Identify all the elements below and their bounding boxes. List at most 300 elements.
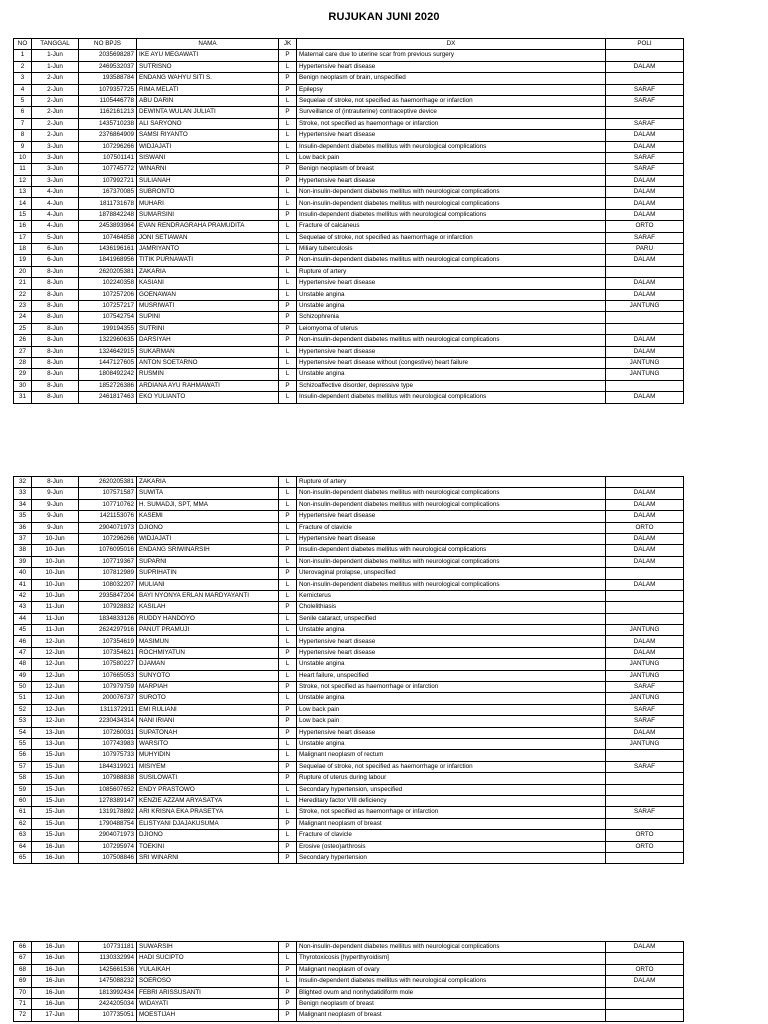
- table-row: [14, 289, 684, 300]
- cell-tanggal: 12-Jun: [32, 693, 79, 704]
- cell-poli: [606, 987, 684, 998]
- cell-nama: ALI SARYONO: [137, 118, 279, 129]
- cell-no: 52: [14, 704, 32, 715]
- cell-no: 49: [14, 670, 32, 681]
- cell-dx: Maternal care due to uterine scar from previous surgery: [297, 50, 606, 61]
- cell-bpjs: 2453893964: [79, 221, 137, 232]
- cell-jk: P: [279, 84, 297, 95]
- cell-dx: Secondary hypertension, unspecified: [297, 784, 606, 795]
- cell-tanggal: 3-Jun: [32, 175, 79, 186]
- table-row: [14, 380, 684, 391]
- cell-dx: Sequelae of stroke, not specified as haemorrhage or infarction: [297, 232, 606, 243]
- cell-no: 43: [14, 602, 32, 613]
- table-row: [14, 392, 684, 403]
- cell-nama: SUWITA: [137, 488, 279, 499]
- cell-bpjs: 1834833126: [79, 613, 137, 624]
- cell-tanggal: 2-Jun: [32, 118, 79, 129]
- cell-dx: Hypertensive heart disease: [297, 346, 606, 357]
- cell-tanggal: 12-Jun: [32, 636, 79, 647]
- cell-poli: SARAF: [606, 807, 684, 818]
- cell-poli: [606, 1010, 684, 1021]
- cell-dx: Schizophrenia: [297, 312, 606, 323]
- cell-bpjs: 2230434314: [79, 716, 137, 727]
- table-row: [14, 682, 684, 693]
- cell-jk: P: [279, 1010, 297, 1021]
- cell-jk: P: [279, 312, 297, 323]
- table-row: [14, 300, 684, 311]
- cell-poli: DALAM: [606, 499, 684, 510]
- cell-bpjs: 107745772: [79, 164, 137, 175]
- cell-no: 31: [14, 392, 32, 403]
- cell-nama: DARSIYAH: [137, 335, 279, 346]
- cell-dx: Benign neoplasm of breast: [297, 164, 606, 175]
- table-row: [14, 727, 684, 738]
- cell-jk: L: [279, 659, 297, 670]
- cell-bpjs: 107735051: [79, 1010, 137, 1021]
- cell-nama: WIDJAJATI: [137, 141, 279, 152]
- cell-dx: Low back pain: [297, 716, 606, 727]
- cell-nama: SULIANAH: [137, 175, 279, 186]
- cell-tanggal: 8-Jun: [32, 335, 79, 346]
- cell-bpjs: 1841968956: [79, 255, 137, 266]
- cell-no: 46: [14, 636, 32, 647]
- cell-poli: [606, 590, 684, 601]
- cell-poli: [606, 818, 684, 829]
- cell-tanggal: 8-Jun: [32, 477, 79, 488]
- cell-tanggal: 16-Jun: [32, 964, 79, 975]
- cell-nama: SUPINI: [137, 312, 279, 323]
- cell-bpjs: 1162161213: [79, 107, 137, 118]
- cell-no: 7: [14, 118, 32, 129]
- cell-nama: SOEROSO: [137, 976, 279, 987]
- cell-nama: SISWANI: [137, 152, 279, 163]
- cell-no: 22: [14, 289, 32, 300]
- cell-tanggal: 15-Jun: [32, 750, 79, 761]
- cell-jk: P: [279, 727, 297, 738]
- cell-nama: MULIANI: [137, 579, 279, 590]
- table-row: [14, 602, 684, 613]
- table-row: [14, 533, 684, 544]
- cell-poli: JANTUNG: [606, 659, 684, 670]
- cell-bpjs: 1852726386: [79, 380, 137, 391]
- cell-no: 48: [14, 659, 32, 670]
- column-header-nama: NAMA: [137, 39, 279, 50]
- table-row: [14, 369, 684, 380]
- cell-jk: P: [279, 50, 297, 61]
- cell-jk: P: [279, 568, 297, 579]
- cell-poli: DALAM: [606, 255, 684, 266]
- cell-poli: [606, 323, 684, 334]
- cell-bpjs: 107710762: [79, 499, 137, 510]
- cell-jk: L: [279, 693, 297, 704]
- table-row: [14, 841, 684, 852]
- cell-no: 62: [14, 818, 32, 829]
- table-row: [14, 693, 684, 704]
- cell-bpjs: 2376864909: [79, 130, 137, 141]
- cell-poli: DALAM: [606, 61, 684, 72]
- cell-no: 53: [14, 716, 32, 727]
- cell-nama: H. SUMADJI, SPT, MMA: [137, 499, 279, 510]
- cell-poli: DALAM: [606, 942, 684, 953]
- cell-tanggal: 3-Jun: [32, 152, 79, 163]
- column-header-tanggal: TANGGAL: [32, 39, 79, 50]
- cell-bpjs: 2935847204: [79, 590, 137, 601]
- cell-bpjs: 1130332994: [79, 953, 137, 964]
- cell-jk: P: [279, 73, 297, 84]
- table-row: [14, 187, 684, 198]
- cell-tanggal: 2-Jun: [32, 73, 79, 84]
- cell-jk: L: [279, 266, 297, 277]
- table-row: [14, 130, 684, 141]
- cell-dx: Malignant neoplasm of breast: [297, 818, 606, 829]
- cell-tanggal: 1-Jun: [32, 50, 79, 61]
- cell-nama: ABU DARIN: [137, 95, 279, 106]
- cell-poli: DALAM: [606, 130, 684, 141]
- cell-tanggal: 4-Jun: [32, 221, 79, 232]
- cell-dx: Unstable angina: [297, 300, 606, 311]
- cell-dx: Hypertensive heart disease: [297, 636, 606, 647]
- cell-no: 9: [14, 141, 32, 152]
- cell-bpjs: 167370085: [79, 187, 137, 198]
- cell-tanggal: 8-Jun: [32, 392, 79, 403]
- cell-tanggal: 5-Jun: [32, 232, 79, 243]
- cell-bpjs: 107508846: [79, 852, 137, 863]
- table-row: [14, 244, 684, 255]
- cell-nama: DEWINTA WULAN JULIATI: [137, 107, 279, 118]
- cell-dx: Cholelithiasis: [297, 602, 606, 613]
- cell-poli: DALAM: [606, 636, 684, 647]
- cell-tanggal: 2-Jun: [32, 107, 79, 118]
- cell-no: 34: [14, 499, 32, 510]
- cell-bpjs: 200076737: [79, 693, 137, 704]
- cell-bpjs: 107719367: [79, 556, 137, 567]
- cell-bpjs: 107501141: [79, 152, 137, 163]
- cell-nama: BAYI NYONYA ERLAN MARDYAYANTI: [137, 590, 279, 601]
- cell-jk: P: [279, 175, 297, 186]
- cell-bpjs: 1278389147: [79, 795, 137, 806]
- cell-jk: P: [279, 107, 297, 118]
- cell-jk: L: [279, 289, 297, 300]
- cell-no: 30: [14, 380, 32, 391]
- cell-dx: Hypertensive heart disease: [297, 175, 606, 186]
- cell-tanggal: 12-Jun: [32, 647, 79, 658]
- cell-bpjs: 1436196161: [79, 244, 137, 255]
- cell-tanggal: 4-Jun: [32, 198, 79, 209]
- cell-nama: MASIMUN: [137, 636, 279, 647]
- cell-poli: DALAM: [606, 335, 684, 346]
- cell-poli: JANTUNG: [606, 300, 684, 311]
- cell-no: 40: [14, 568, 32, 579]
- cell-jk: L: [279, 232, 297, 243]
- cell-no: 27: [14, 346, 32, 357]
- cell-poli: DALAM: [606, 278, 684, 289]
- table-row: [14, 716, 684, 727]
- cell-poli: DALAM: [606, 976, 684, 987]
- cell-dx: Unstable angina: [297, 625, 606, 636]
- cell-no: 37: [14, 533, 32, 544]
- table-row: [14, 784, 684, 795]
- cell-tanggal: 8-Jun: [32, 369, 79, 380]
- cell-poli: ORTO: [606, 841, 684, 852]
- cell-dx: Hypertensive heart disease: [297, 533, 606, 544]
- table-row: [14, 335, 684, 346]
- cell-no: 36: [14, 522, 32, 533]
- table-row: [14, 670, 684, 681]
- table-row: [14, 1010, 684, 1021]
- cell-nama: ELISTYANI DJAJAKUSUMA: [137, 818, 279, 829]
- cell-no: 26: [14, 335, 32, 346]
- table-row: [14, 613, 684, 624]
- cell-no: 58: [14, 773, 32, 784]
- table-row: [14, 198, 684, 209]
- cell-nama: JAMRIYANTO: [137, 244, 279, 255]
- cell-nama: KENZIE AZZAM ARYASATYA: [137, 795, 279, 806]
- cell-no: 38: [14, 545, 32, 556]
- cell-nama: ARI KRISNA EKA PRASETYA: [137, 807, 279, 818]
- cell-bpjs: 107979759: [79, 682, 137, 693]
- cell-jk: L: [279, 579, 297, 590]
- cell-poli: DALAM: [606, 175, 684, 186]
- cell-dx: Malignant neoplasm of ovary: [297, 964, 606, 975]
- cell-poli: SARAF: [606, 704, 684, 715]
- cell-poli: DALAM: [606, 533, 684, 544]
- cell-nama: WINARNI: [137, 164, 279, 175]
- cell-poli: SARAF: [606, 152, 684, 163]
- cell-jk: P: [279, 602, 297, 613]
- cell-nama: ROCHMIYATUN: [137, 647, 279, 658]
- cell-bpjs: 107257217: [79, 300, 137, 311]
- cell-no: 39: [14, 556, 32, 567]
- cell-jk: L: [279, 346, 297, 357]
- cell-nama: SUBRONTO: [137, 187, 279, 198]
- cell-nama: ARDIANA AYU RAHMAWATI: [137, 380, 279, 391]
- cell-jk: P: [279, 647, 297, 658]
- table-row: [14, 266, 684, 277]
- cell-nama: WIDJAJATI: [137, 533, 279, 544]
- table-row: [14, 761, 684, 772]
- cell-jk: P: [279, 323, 297, 334]
- cell-bpjs: 1076095016: [79, 545, 137, 556]
- cell-tanggal: 10-Jun: [32, 579, 79, 590]
- cell-tanggal: 17-Jun: [32, 1010, 79, 1021]
- table-row: [14, 942, 684, 953]
- cell-jk: L: [279, 522, 297, 533]
- cell-nama: RIMA MELATI: [137, 84, 279, 95]
- cell-tanggal: 11-Jun: [32, 602, 79, 613]
- cell-nama: EVAN RENDRAGRAHA PRAMUDITA: [137, 221, 279, 232]
- cell-no: 13: [14, 187, 32, 198]
- cell-poli: [606, 380, 684, 391]
- cell-jk: P: [279, 209, 297, 220]
- cell-tanggal: 16-Jun: [32, 841, 79, 852]
- cell-poli: [606, 107, 684, 118]
- cell-bpjs: 1435710238: [79, 118, 137, 129]
- cell-bpjs: 107928832: [79, 602, 137, 613]
- cell-nama: WARSITO: [137, 738, 279, 749]
- cell-bpjs: 107295974: [79, 841, 137, 852]
- cell-poli: [606, 773, 684, 784]
- cell-tanggal: 8-Jun: [32, 312, 79, 323]
- cell-no: 11: [14, 164, 32, 175]
- cell-bpjs: 1421153076: [79, 511, 137, 522]
- cell-bpjs: 107580227: [79, 659, 137, 670]
- cell-no: 14: [14, 198, 32, 209]
- cell-nama: KASEMI: [137, 511, 279, 522]
- cell-jk: L: [279, 976, 297, 987]
- cell-no: 45: [14, 625, 32, 636]
- cell-poli: DALAM: [606, 647, 684, 658]
- cell-no: 33: [14, 488, 32, 499]
- table-row: [14, 221, 684, 232]
- cell-nama: RUDDY HANDOYO: [137, 613, 279, 624]
- cell-bpjs: 107988838: [79, 773, 137, 784]
- cell-bpjs: 107975733: [79, 750, 137, 761]
- cell-jk: L: [279, 625, 297, 636]
- cell-poli: [606, 953, 684, 964]
- cell-nama: SAMSI RIYANTO: [137, 130, 279, 141]
- cell-jk: P: [279, 545, 297, 556]
- cell-no: 35: [14, 511, 32, 522]
- cell-poli: SARAF: [606, 716, 684, 727]
- cell-tanggal: 8-Jun: [32, 357, 79, 368]
- cell-nama: SUKARMAN: [137, 346, 279, 357]
- cell-no: 3: [14, 73, 32, 84]
- cell-dx: Insulin-dependent diabetes mellitus with neurological complications: [297, 392, 606, 403]
- cell-jk: L: [279, 953, 297, 964]
- table-row: [14, 750, 684, 761]
- cell-dx: Non-insulin-dependent diabetes mellitus with neurological complications: [297, 499, 606, 510]
- header-row: [14, 39, 684, 50]
- cell-nama: MUHYIDIN: [137, 750, 279, 761]
- document-title: RUJUKAN JUNI 2020: [328, 11, 440, 23]
- cell-jk: L: [279, 61, 297, 72]
- cell-no: 21: [14, 278, 32, 289]
- cell-nama: NANI IRIANI: [137, 716, 279, 727]
- cell-tanggal: 9-Jun: [32, 522, 79, 533]
- cell-dx: Unstable angina: [297, 369, 606, 380]
- cell-jk: L: [279, 244, 297, 255]
- table-row: [14, 795, 684, 806]
- table-row: [14, 499, 684, 510]
- cell-jk: L: [279, 499, 297, 510]
- cell-dx: Stroke, not specified as haemorrhage or infarction: [297, 682, 606, 693]
- cell-no: 51: [14, 693, 32, 704]
- cell-tanggal: 10-Jun: [32, 556, 79, 567]
- cell-poli: [606, 477, 684, 488]
- cell-poli: [606, 998, 684, 1009]
- cell-dx: Secondary hypertension: [297, 852, 606, 863]
- cell-nama: SUPRIHATIN: [137, 568, 279, 579]
- cell-tanggal: 9-Jun: [32, 488, 79, 499]
- cell-dx: Non-insulin-dependent diabetes mellitus with neurological complications: [297, 335, 606, 346]
- cell-bpjs: 2904071973: [79, 522, 137, 533]
- cell-no: 54: [14, 727, 32, 738]
- cell-no: 8: [14, 130, 32, 141]
- cell-nama: SUWARSIH: [137, 942, 279, 953]
- cell-poli: DALAM: [606, 392, 684, 403]
- cell-poli: DALAM: [606, 209, 684, 220]
- cell-jk: P: [279, 704, 297, 715]
- cell-tanggal: 15-Jun: [32, 830, 79, 841]
- cell-nama: MOESTIJAH: [137, 1010, 279, 1021]
- cell-dx: Non-insulin-dependent diabetes mellitus with neurological complications: [297, 556, 606, 567]
- cell-nama: DJIONO: [137, 830, 279, 841]
- cell-tanggal: 16-Jun: [32, 953, 79, 964]
- cell-jk: L: [279, 369, 297, 380]
- cell-nama: DJIONO: [137, 522, 279, 533]
- cell-no: 1: [14, 50, 32, 61]
- cell-jk: L: [279, 533, 297, 544]
- cell-nama: ANTON SOETARNO: [137, 357, 279, 368]
- table-row: [14, 738, 684, 749]
- cell-nama: SUNYOTO: [137, 670, 279, 681]
- cell-jk: L: [279, 278, 297, 289]
- cell-jk: P: [279, 682, 297, 693]
- cell-dx: Insulin-dependent diabetes mellitus with neurological complications: [297, 141, 606, 152]
- referral-table-2: [13, 476, 684, 864]
- cell-tanggal: 16-Jun: [32, 976, 79, 987]
- cell-no: 44: [14, 613, 32, 624]
- cell-jk: P: [279, 942, 297, 953]
- cell-tanggal: 10-Jun: [32, 568, 79, 579]
- table-row: [14, 704, 684, 715]
- cell-nama: KASILAH: [137, 602, 279, 613]
- table-row: [14, 579, 684, 590]
- cell-dx: Hypertensive heart disease: [297, 130, 606, 141]
- table-row: [14, 830, 684, 841]
- cell-nama: RUSMIN: [137, 369, 279, 380]
- cell-tanggal: 8-Jun: [32, 323, 79, 334]
- cell-dx: Non-insulin-dependent diabetes mellitus with neurological complications: [297, 579, 606, 590]
- table-row: [14, 232, 684, 243]
- cell-jk: L: [279, 221, 297, 232]
- cell-tanggal: 16-Jun: [32, 998, 79, 1009]
- cell-bpjs: 107743983: [79, 738, 137, 749]
- cell-jk: L: [279, 784, 297, 795]
- cell-tanggal: 16-Jun: [32, 987, 79, 998]
- cell-poli: JANTUNG: [606, 670, 684, 681]
- cell-no: 47: [14, 647, 32, 658]
- cell-bpjs: 1813992434: [79, 987, 137, 998]
- table-row: [14, 141, 684, 152]
- cell-nama: ZAKARIA: [137, 477, 279, 488]
- cell-dx: Stroke, not specified as haemorrhage or infarction: [297, 118, 606, 129]
- cell-nama: ENDANG SRIWINARSIH: [137, 545, 279, 556]
- cell-dx: Heart failure, unspecified: [297, 670, 606, 681]
- cell-poli: DALAM: [606, 545, 684, 556]
- cell-tanggal: 9-Jun: [32, 499, 79, 510]
- cell-bpjs: 1447127605: [79, 357, 137, 368]
- cell-no: 64: [14, 841, 32, 852]
- cell-dx: Epilepsy: [297, 84, 606, 95]
- table-row: [14, 522, 684, 533]
- cell-dx: Unstable angina: [297, 289, 606, 300]
- cell-dx: Hypertensive heart disease: [297, 511, 606, 522]
- cell-no: 67: [14, 953, 32, 964]
- cell-nama: SUROTO: [137, 693, 279, 704]
- cell-bpjs: 2620205381: [79, 266, 137, 277]
- cell-poli: SARAF: [606, 118, 684, 129]
- cell-jk: P: [279, 335, 297, 346]
- cell-poli: JANTUNG: [606, 369, 684, 380]
- cell-no: 32: [14, 477, 32, 488]
- cell-dx: Insulin-dependent diabetes mellitus with neurological complications: [297, 209, 606, 220]
- cell-poli: DALAM: [606, 289, 684, 300]
- cell-bpjs: 107464858: [79, 232, 137, 243]
- cell-no: 16: [14, 221, 32, 232]
- cell-bpjs: 1322960635: [79, 335, 137, 346]
- cell-no: 41: [14, 579, 32, 590]
